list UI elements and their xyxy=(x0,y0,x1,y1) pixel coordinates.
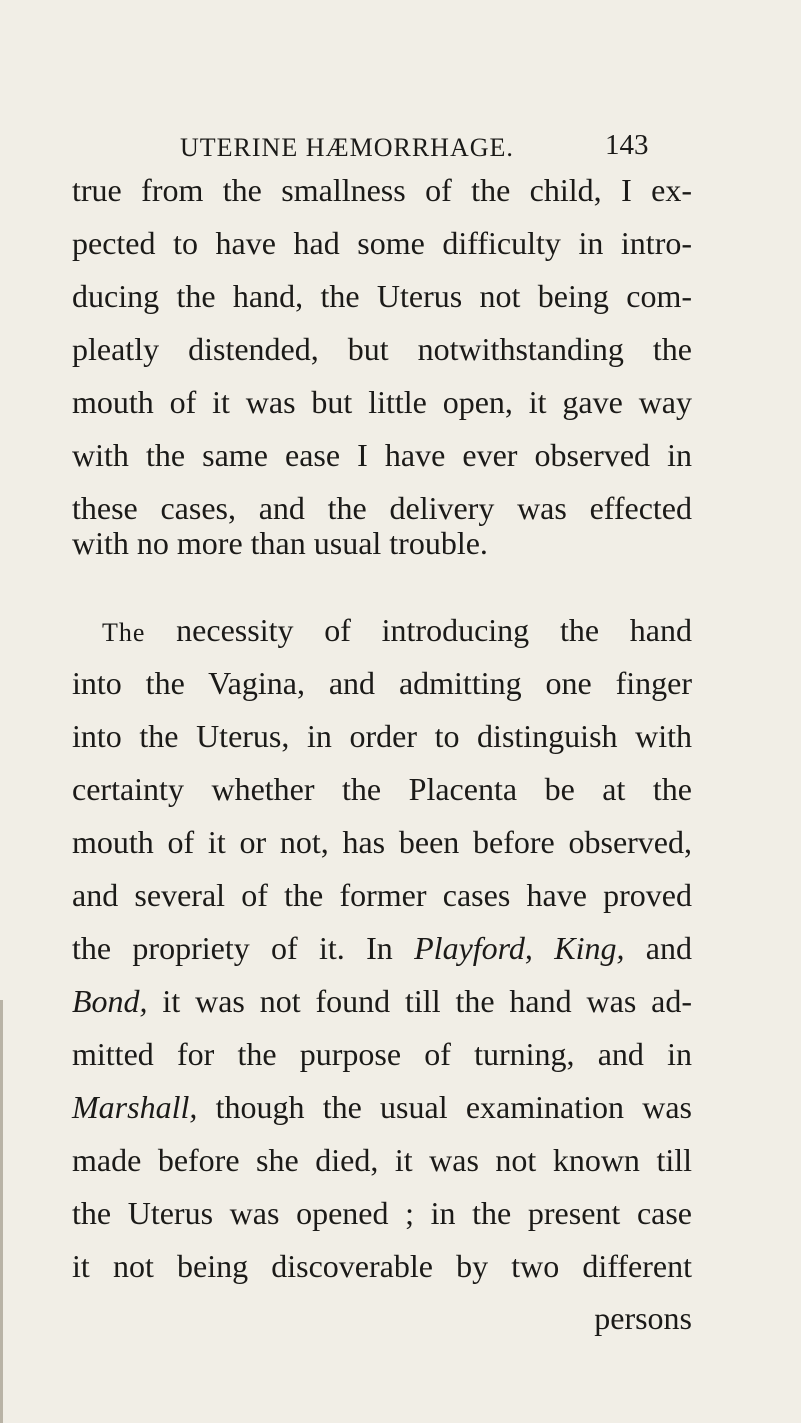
text-line: true from the smallness of the child, I ex- xyxy=(72,172,692,208)
text-line: pleatly distended, but notwithstanding the xyxy=(72,331,692,367)
case-name: Marshall, xyxy=(72,1089,198,1125)
case-name: Bond, xyxy=(72,983,148,1019)
text-line xyxy=(72,610,692,653)
text-line: mouth of it was but little open, it gave way xyxy=(72,384,692,420)
line-text: it was not found till the hand was ad- xyxy=(147,983,692,1019)
text-line xyxy=(72,981,692,1021)
text-line: certainty whether the Placenta be at the xyxy=(72,771,692,807)
text-line: with no more than usual trouble. xyxy=(72,525,488,561)
text-line: it not being discoverable by two different xyxy=(72,1248,692,1284)
line-text: and xyxy=(624,930,693,966)
catchword: persons xyxy=(594,1300,692,1336)
text-line: these cases, and the delivery was effected xyxy=(72,490,692,526)
text-line: and several of the former cases have proved xyxy=(72,877,692,913)
text-line: made before she died, it was not known till xyxy=(72,1142,692,1178)
text-line xyxy=(72,1087,692,1127)
page-number: 143 xyxy=(605,129,649,161)
case-names: Playford, King, xyxy=(414,930,625,966)
text-line: into the Vagina, and admitting one finger xyxy=(72,665,692,701)
text-line: mouth of it or not, has been before observed, xyxy=(72,824,692,860)
page-edge-shadow xyxy=(0,1000,3,1423)
text-line: the Uterus was opened ; in the present case xyxy=(72,1195,692,1231)
text-line xyxy=(72,928,692,968)
line-text: the propriety of it. In xyxy=(72,930,415,966)
line-text: necessity of introducing the hand xyxy=(145,612,692,648)
text-line: pected to have had some difficulty in intro- xyxy=(72,225,692,261)
text-line: mitted for the purpose of turning, and in xyxy=(72,1036,692,1072)
line-text: though the usual examination was xyxy=(197,1089,692,1125)
text-line: ducing the hand, the Uterus not being com- xyxy=(72,278,692,314)
running-head-title: UTERINE HÆMORRHAGE. xyxy=(180,133,514,162)
text-line: into the Uterus, in order to distinguish with xyxy=(72,718,692,754)
text-line: with the same ease I have ever observed in xyxy=(72,437,692,473)
paragraph-opening-word: The xyxy=(102,618,146,647)
